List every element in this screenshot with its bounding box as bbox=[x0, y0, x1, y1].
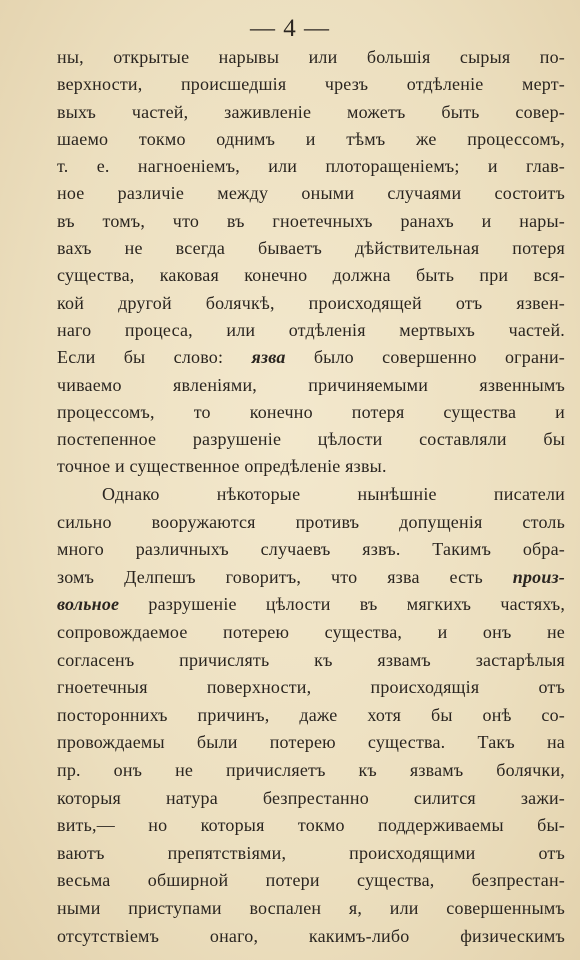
text-line: чиваемо явленіями, причиняемыми язвеннымъ bbox=[57, 374, 565, 395]
text-line: гноетечныя поверхности, происходящія отъ bbox=[57, 677, 565, 698]
paragraph-2 bbox=[57, 481, 565, 950]
text-line: т. е. нагноеніемъ, или плоторащеніемъ; и глав- bbox=[57, 156, 565, 177]
text-line: отсутствіемъ онаго, какимъ-либо физическимъ bbox=[57, 925, 565, 946]
text-line: согласенъ причислять къ язвамъ застарѣлыя bbox=[57, 649, 565, 670]
text-line: вить,— но которыя токмо поддерживаемы бы- bbox=[57, 815, 565, 836]
paragraph-1 bbox=[57, 44, 565, 481]
text-line: которыя натура безпрестанно силится зажи- bbox=[57, 787, 565, 808]
italic-word: язва bbox=[251, 347, 286, 368]
text-line: кой другой болячкѣ, происходящей отъ язвен- bbox=[57, 292, 565, 313]
text-line: существа, каковая конечно должна быть при вся- bbox=[57, 265, 565, 286]
page-number: — 4 — bbox=[250, 15, 330, 42]
text-line: точное и существенное опредѣленіе язвы. bbox=[57, 456, 387, 477]
text-line: сопровождаемое потерею существа, и онъ не bbox=[57, 621, 565, 642]
text-line: верхности, происшедшія чрезъ отдѣленіе мерт- bbox=[57, 74, 565, 95]
text-line: ны, открытые нарывы или большія сырыя по- bbox=[57, 47, 565, 67]
text-line: постепенное разрушеніе цѣлости составляли бы bbox=[57, 429, 565, 450]
italic-word: вольное bbox=[57, 594, 120, 615]
text-line: много различныхъ случаевъ язвъ. Такимъ обра- bbox=[57, 539, 565, 560]
text-line: провождаемы были потерею существа. Такъ на bbox=[57, 732, 565, 753]
text-line: сильно вооружаются противъ допущенія столь bbox=[57, 511, 565, 532]
text-line: ваютъ препятствіями, происходящими отъ bbox=[57, 842, 565, 863]
text-line: Если бы слово: язва было совершенно ограни- bbox=[57, 347, 566, 368]
text-line: ное различіе между оными случаями состоитъ bbox=[57, 183, 565, 204]
text-line: постороннихъ причинъ, даже хотя бы онѣ со- bbox=[57, 704, 565, 725]
text-line: въ томъ, что въ гноетечныхъ ранахъ и нары- bbox=[57, 210, 565, 231]
text-line: пр. онъ не причисляетъ къ язвамъ болячки, bbox=[57, 759, 565, 780]
text-line: процессомъ, то конечно потеря существа и bbox=[57, 401, 565, 422]
text-line: шаемо токмо однимъ и тѣмъ же процессомъ, bbox=[57, 128, 565, 149]
text-line: вольное разрушеніе цѣлости въ мягкихъ частяхъ, bbox=[57, 594, 566, 615]
italic-word: произ- bbox=[512, 566, 566, 587]
text-line: зомъ Делпешъ говоритъ, что язва есть произ- bbox=[57, 566, 566, 587]
text-line: наго процеса, или отдѣленія мертвыхъ частей. bbox=[57, 319, 565, 340]
text-line: ными приступами воспален я, или совершеннымъ bbox=[57, 897, 565, 918]
text-line: вахъ не всегда бываетъ дѣйствительная потеря bbox=[57, 238, 565, 259]
text-line: Однако нѣкоторые нынѣшніе писатели bbox=[102, 484, 565, 504]
text-line: весьма обширной потери существа, безпрестан- bbox=[57, 870, 565, 891]
text-line: выхъ частей, заживленіе можетъ быть совер- bbox=[57, 101, 565, 122]
